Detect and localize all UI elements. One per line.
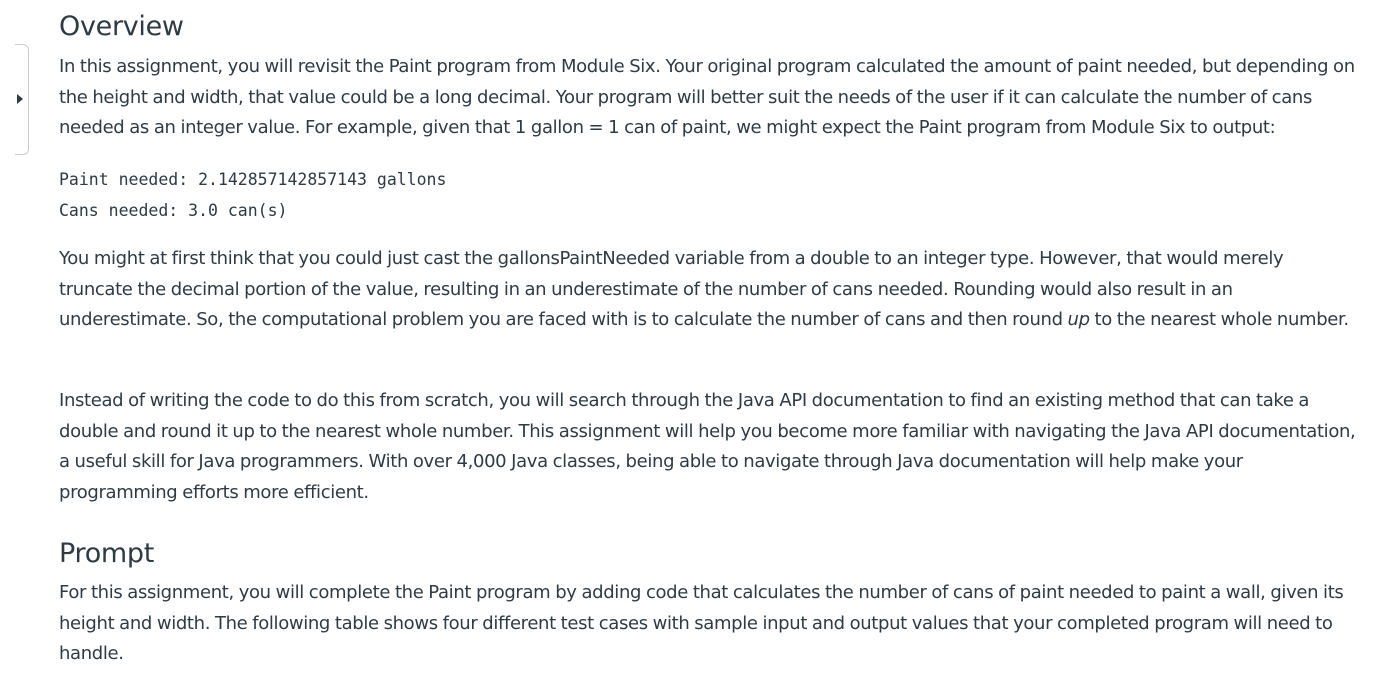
overview-paragraph-2	[59, 244, 1349, 336]
code-line-paint-needed: Paint needed: 2.142857142857143 gallons	[59, 170, 447, 189]
code-output-block	[59, 164, 446, 226]
code-line-cans-needed: Cans needed: 3.0 can(s)	[59, 201, 288, 220]
sidebar-toggle-button[interactable]	[15, 44, 29, 155]
paragraph-2-text-end: to the nearest whole number.	[1089, 309, 1349, 330]
emphasis-up: up	[1067, 309, 1090, 330]
prompt-heading: Prompt	[59, 538, 155, 569]
overview-paragraph-3: Instead of writing the code to do this from scratch, you will search through the Java API documentation to find an existing method that can take a double and round it up to the nearest whole number. This assignment will help you become more familiar with navigating the Java API documentation, a useful skill for Java programmers. With over 4,000 Java classes, being able to navigate through Java documentation will help make your programming efforts more efficient.	[59, 390, 1356, 503]
caret-right-icon	[17, 94, 23, 104]
paragraph-2-text-start: You might at first think that you could just cast the gallonsPaintNeeded variable from a double to an integer type. However, that would merely truncate the decimal portion of the value, resulting in an underestimate of the number of cans needed. Rounding would also result in an underestimate. So, the computational problem you are faced with is to calculate the number of cans and then round	[59, 248, 1284, 330]
prompt-paragraph: For this assignment, you will complete the Paint program by adding code that calculates the number of cans of paint needed to paint a wall, given its height and width. The following table shows four different test cases with sample input and output values that your completed program will need to handle.	[59, 582, 1344, 664]
overview-paragraph-1: In this assignment, you will revisit the Paint program from Module Six. Your original program calculated the amount of paint needed, but depending on the height and width, that value could be a long decimal. Your program will better suit the needs of the user if it can calculate the number of cans needed as an integer value. For example, given that 1 gallon = 1 can of paint, we might expect the Paint program from Module Six to output:	[59, 56, 1355, 138]
overview-heading: Overview	[59, 11, 184, 42]
